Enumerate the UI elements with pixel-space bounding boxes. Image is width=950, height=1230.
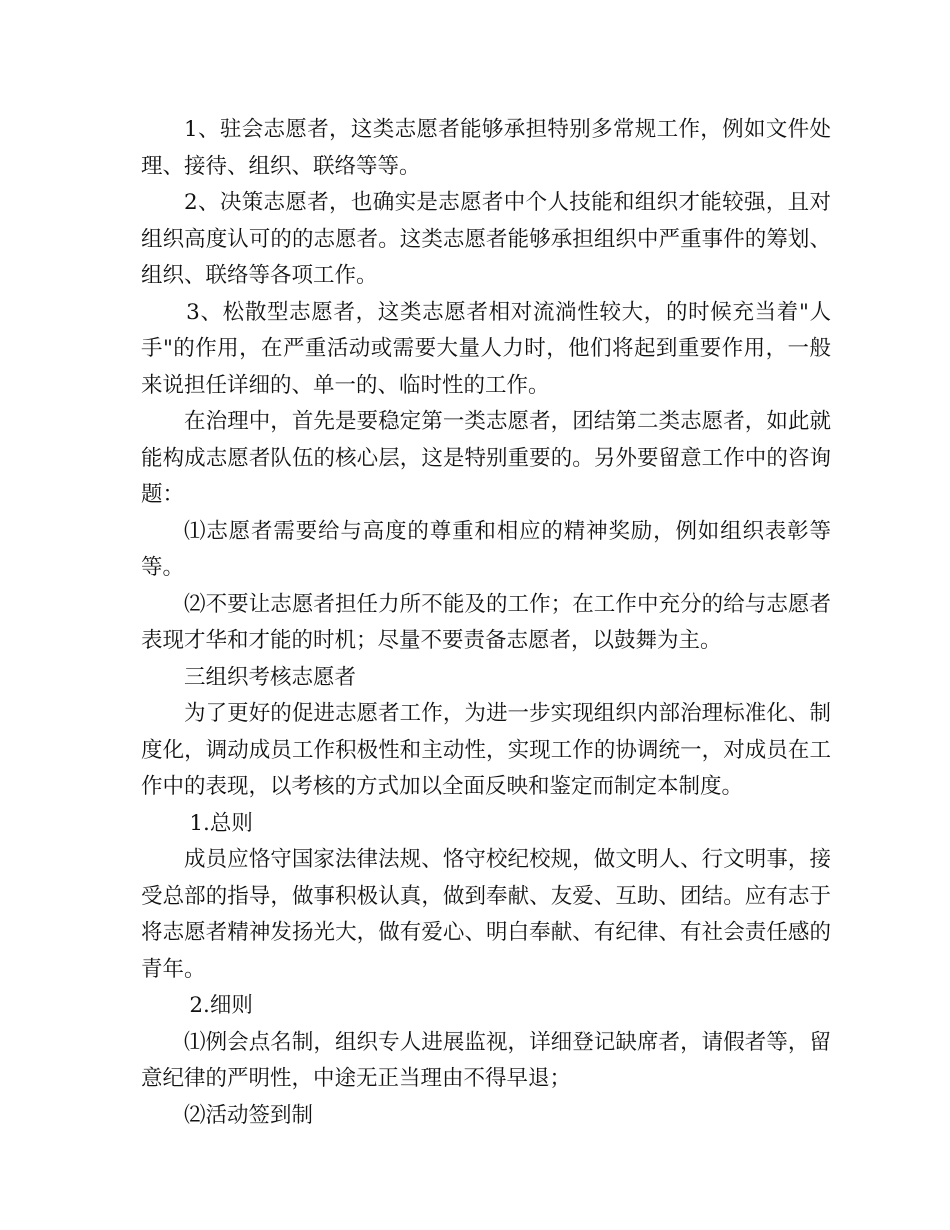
paragraph-management: 在治理中，首先是要稳定第一类志愿者，团结第二类志愿者，如此就能构成志愿者队伍的核心层，这是特别重要的。另外要留意工作中的咨询题： (141, 409, 831, 507)
section-heading-assessment: 三组织考核志愿者 (184, 664, 357, 690)
paragraph-resident-volunteers: 1、驻会志愿者，这类志愿者能够承担特别多常规工作，例如文件处理、接待、组织、联络等等。 (141, 117, 831, 179)
paragraph-sign-in: ⑵活动签到制 (184, 1102, 314, 1128)
paragraph-roll-call: ⑴例会点名制，组织专人进展监视，详细登记缺席者，请假者等，留意纪律的严明性，中途无正当理由不得早退； (141, 1029, 831, 1091)
paragraph-point-2: ⑵不要让志愿者担任力所不能及的工作；在工作中充分的给与志愿者表现才华和才能的时机；尽量不要责备志愿者，以鼓舞为主。 (141, 591, 831, 653)
document-body (141, 112, 831, 1134)
paragraph-general-rules: 成员应恪守国家法律法规、恪守校纪校规，做文明人、行文明事，接受总部的指导，做事积极认真，做到奉献、友爱、互助、团结。应有志于将志愿者精神发扬光大，做有爱心、明白奉献、有纪律、有社会责任感的青年。 (141, 847, 831, 982)
paragraph-decision-volunteers: 2、决策志愿者，也确实是志愿者中个人技能和组织才能较强，且对组织高度认可的的志愿者。这类志愿者能够承担组织中严重事件的筹划、组织、联络等各项工作。 (141, 190, 831, 288)
paragraph-assessment-purpose: 为了更好的促进志愿者工作，为进一步实现组织内部治理标准化、制度化，调动成员工作积极性和主动性，实现工作的协调统一，对成员在工作中的表现，以考核的方式加以全面反映和鉴定而制定本制度。 (141, 701, 831, 799)
paragraph-point-1: ⑴志愿者需要给与高度的尊重和相应的精神奖励，例如组织表彰等等。 (141, 518, 831, 580)
paragraph-loose-volunteers: 3、松散型志愿者，这类志愿者相对流淌性较大，的时候充当着"人手"的作用，在严重活动或需要大量人力时，他们将起到重要作用，一般来说担任详细的、单一的、临时性的工作。 (141, 299, 831, 398)
heading-general-rules: 1.总则 (189, 810, 253, 836)
heading-detailed-rules: 2.细则 (189, 993, 253, 1018)
